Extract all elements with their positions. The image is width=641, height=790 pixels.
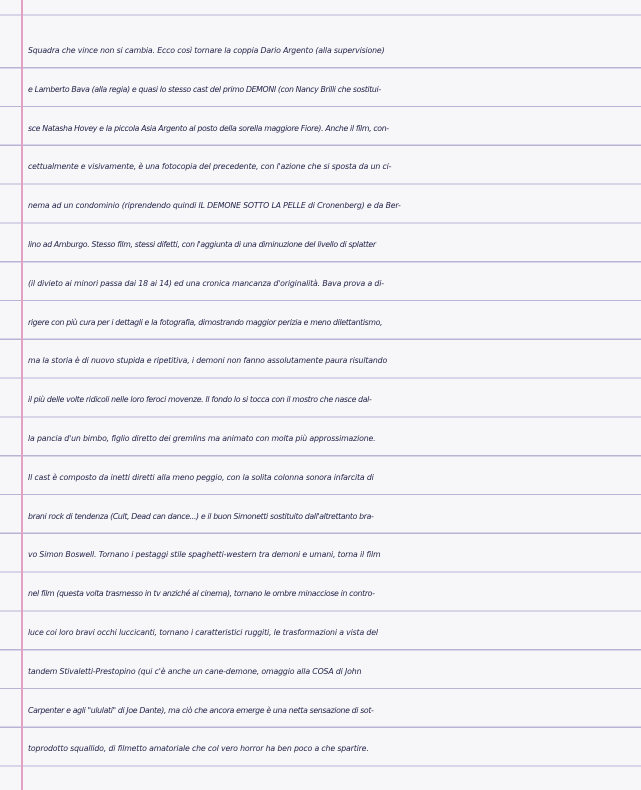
text-line: ma la storia è di nuovo stupida e ripetitiva, i demoni non fanno assolutamente paura risultando bbox=[28, 356, 388, 366]
handwritten-text bbox=[28, 32, 636, 769]
text-line: Carpenter e agli "ululati" di Joe Dante), ma ciò che ancora emerge è una netta sensazione di sot- bbox=[28, 705, 374, 715]
margin-line bbox=[21, 0, 23, 790]
text-line: rigere con più cura per i dettagli e la fotografia, dimostrando maggior perizia e meno dilettantismo, bbox=[28, 317, 383, 327]
text-line: brani rock di tendenza (Cult, Dead can dance...) e il buon Simonetti sostituito dall'altrettanto bra- bbox=[28, 511, 374, 521]
text-line: e Lamberto Bava (alla regia) e quasi lo stesso cast del primo DEMONI (con Nancy Brilli che sostitui- bbox=[28, 84, 381, 94]
text-line: vo Simon Boswell. Tornano i pestaggi stile spaghetti-western tra demoni e umani, torna il film bbox=[28, 550, 381, 560]
text-line: sce Natasha Hovey e la piccola Asia Argento al posto della sorella maggiore Fiore). Anche il film, con- bbox=[28, 123, 389, 133]
text-line: Squadra che vince non si cambia. Ecco così tornare la coppia Dario Argento (alla supervisione) bbox=[28, 46, 385, 55]
text-line: nel film (questa volta trasmesso in tv anziché al cinema), tornano le ombre minacciose in contro- bbox=[28, 589, 375, 599]
text-line: toprodotto squallido, di filmetto amatoriale che col vero horror ha ben poco a che spartire. bbox=[28, 744, 369, 754]
text-line: cettualmente e visivamente, è una fotocopia del precedente, con l'azione che si sposta da un ci- bbox=[28, 162, 392, 172]
text-line: lino ad Amburgo. Stesso film, stessi difetti, con l'aggiunta di una diminuzione del livello di splatter bbox=[28, 239, 376, 249]
text-line: Il cast è composto da inetti diretti alla meno peggio, con la solita colonna sonora infarcita di bbox=[28, 472, 374, 482]
text-line: tandem Stivaletti-Prestopino (qui c'è anche un cane-demone, omaggio alla COSA di John bbox=[28, 666, 362, 676]
text-line: (il divieto ai minori passa dai 18 ai 14) ed una cronica mancanza d'originalità. Bava prova a di- bbox=[28, 278, 384, 288]
text-line: la pancia d'un bimbo, figlio diretto dei gremlins ma animato con molta più approssimazione. bbox=[28, 433, 376, 443]
text-line: nema ad un condominio (riprendendo quindi IL DEMONE SOTTO LA PELLE di Cronenberg) e da Ber- bbox=[28, 201, 401, 211]
text-line: luce coi loro bravi occhi luccicanti, tornano i caratteristici ruggiti, le trasformazioni a vista del bbox=[28, 627, 378, 637]
text-line: il più delle volte ridicoli nelle loro feroci movenze. Il fondo lo si tocca con il mostro che nasce dal- bbox=[28, 395, 372, 405]
